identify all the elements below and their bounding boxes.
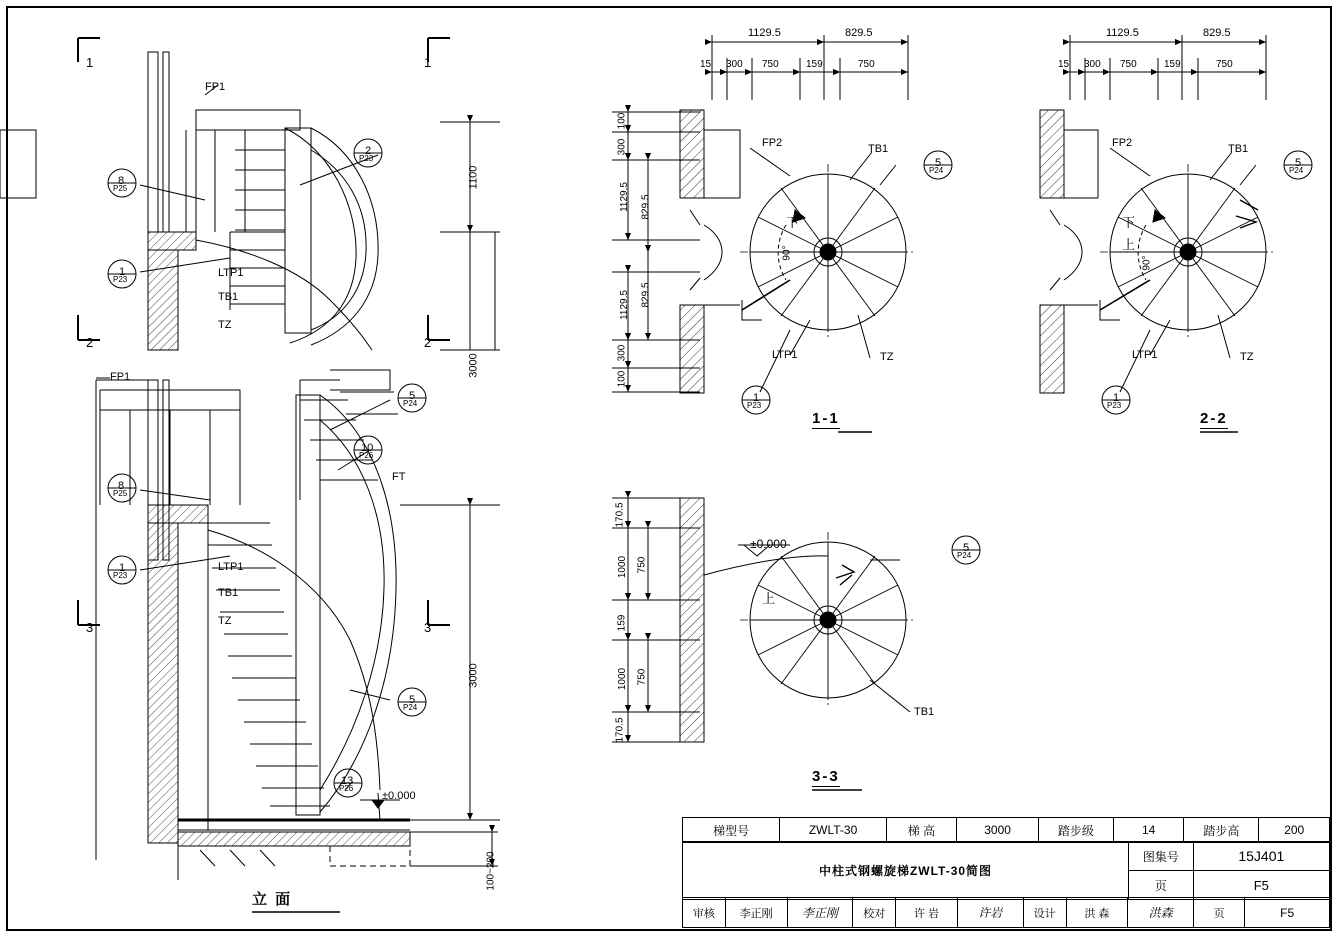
s11-dim-15: 15 [700, 59, 712, 70]
s22-tag-ltp1: LTP1 [1132, 349, 1158, 361]
section-title-1-1: 1-1 [812, 410, 840, 427]
callout-2-sub: P23 [359, 154, 374, 163]
dim-3000-lower: 3000 [467, 663, 480, 688]
elevation-level: ±0.000 [382, 790, 416, 802]
callout-8b-num: 8 [118, 480, 125, 492]
s11-dim-159: 159 [806, 59, 823, 70]
spec-value-1: 3000 [957, 818, 1039, 843]
spec-label-3: 踏步高 [1184, 818, 1259, 843]
callout-13-num: 13 [341, 775, 354, 787]
s33-callout-5-num: 5 [963, 542, 970, 554]
s11-tag-tz: TZ [880, 351, 894, 363]
approver-label-0: 审核 [683, 898, 726, 928]
callout-8b-sub: P25 [113, 489, 128, 498]
s11-ldim-300b: 300 [616, 344, 628, 362]
elevation-mark-1b: 1 [424, 55, 432, 70]
s11-dim-829-top: 829.5 [845, 27, 873, 39]
s22-tag-fp2: FP2 [1112, 137, 1133, 149]
s22-dim-159: 159 [1164, 59, 1181, 70]
page-value: F5 [1193, 871, 1329, 900]
approval-page-label: 页 [1194, 898, 1245, 928]
spec-label-0: 梯型号 [683, 818, 780, 843]
s11-tag-fp2: FP2 [762, 137, 783, 149]
dim-3000-upper: 3000 [467, 353, 480, 378]
callout-1a-num: 1 [119, 266, 126, 278]
tag-ltp1-upper: LTP1 [218, 267, 244, 279]
s22-callout-5-num: 5 [1295, 157, 1302, 169]
approver-name-2: 洪 森 [1066, 898, 1128, 928]
tag-tb1-lower: TB1 [218, 587, 239, 599]
tag-ft: FT [392, 471, 406, 483]
s22-dim-750a: 750 [1120, 59, 1137, 70]
s11-callout-5-num: 5 [935, 157, 942, 169]
dim-100-200: 100~200 [485, 851, 497, 891]
s33-callout-5-sub: P24 [957, 551, 972, 560]
s11-dim-300: 300 [726, 59, 743, 70]
s22-callout-5-sub: P24 [1289, 166, 1304, 175]
s11-ldim-829a: 829.5 [640, 194, 652, 220]
s11-dim-750b: 750 [858, 59, 875, 70]
callout-8a-num: 8 [118, 175, 125, 187]
s22-dim-15: 15 [1058, 59, 1070, 70]
s11-tag-tb1: TB1 [868, 143, 889, 155]
elevation-title: 立 面 [252, 891, 293, 908]
spec-value-0: ZWLT-30 [780, 818, 886, 843]
s22-direction-up: 上 [1122, 237, 1136, 252]
s22-dim-300: 300 [1084, 59, 1101, 70]
s11-ldim-100b: 100 [616, 370, 628, 388]
s33-dim-750b: 750 [636, 668, 648, 686]
callout-8a-sub: P25 [113, 184, 128, 193]
s11-dim-750a: 750 [762, 59, 779, 70]
approver-name-1: 许 岩 [896, 898, 958, 928]
atlas-value: 15J401 [1193, 842, 1329, 871]
drawing-title: 中柱式钢螺旋梯ZWLT-30简图 [683, 842, 1129, 900]
section-title-2-2: 2-2 [1200, 410, 1228, 427]
approver-signature-2: 洪森 [1128, 898, 1194, 928]
elevation-mark-3b: 3 [424, 620, 432, 635]
callout-1a-sub: P23 [113, 275, 128, 284]
tag-fp1-upper: FP1 [205, 81, 226, 93]
s22-angle: 90° [1141, 255, 1153, 271]
s22-direction-down: 下 [1122, 215, 1136, 230]
callout-10-num: 10 [361, 442, 374, 454]
s33-level: ±0.000 [750, 537, 787, 551]
callout-10-sub: P26 [359, 451, 374, 460]
tag-tb1-upper: TB1 [218, 291, 239, 303]
s22-dim-829-top: 829.5 [1203, 27, 1231, 39]
s22-dim-1129-top: 1129.5 [1106, 27, 1139, 39]
approver-signature-0: 李正刚 [787, 898, 853, 928]
spec-label-1: 梯 高 [886, 818, 957, 843]
elevation-mark-2b: 2 [424, 335, 432, 350]
page-label: 页 [1129, 871, 1194, 900]
s33-dim-750a: 750 [636, 556, 648, 574]
spec-row [683, 818, 1330, 843]
callout-2-num: 2 [365, 145, 372, 157]
callout-5a-sub: P24 [403, 399, 418, 408]
approval-page-value: F5 [1245, 898, 1330, 928]
s33-dim-159: 159 [616, 614, 628, 632]
elevation-mark-2a: 2 [86, 335, 94, 350]
s22-tag-tb1: TB1 [1228, 143, 1249, 155]
approver-label-1: 校对 [853, 898, 896, 928]
s11-ldim-300a: 300 [616, 138, 628, 156]
spec-label-2: 踏步级 [1038, 818, 1113, 843]
elevation-mark-1a: 1 [86, 55, 94, 70]
approver-name-0: 李正刚 [725, 898, 787, 928]
s33-dim-1000b: 1000 [617, 667, 629, 691]
s11-dim-1129-top: 1129.5 [748, 27, 781, 39]
s22-dim-750b: 750 [1216, 59, 1233, 70]
title-block-main [682, 841, 1330, 900]
title-block [682, 817, 1330, 843]
s33-dim-1000a: 1000 [617, 555, 629, 579]
s11-callout-5-sub: P24 [929, 166, 944, 175]
spec-value-2: 14 [1113, 818, 1184, 843]
tag-tz-lower: TZ [218, 615, 232, 627]
approver-signature-1: 许岩 [957, 898, 1023, 928]
s11-angle: 90° [781, 245, 793, 261]
callout-5b-sub: P24 [403, 703, 418, 712]
callout-1b-sub: P23 [113, 571, 128, 580]
s22-callout-1-sub: P23 [1107, 401, 1122, 410]
approval-block [682, 897, 1330, 928]
s11-ldim-1129b: 1129.5 [618, 290, 630, 320]
s22-callout-1-num: 1 [1113, 392, 1120, 404]
s11-callout-1-sub: P23 [747, 401, 762, 410]
s33-dim-170b: 170.5 [614, 717, 626, 743]
s33-direction-up: 上 [762, 591, 776, 606]
s22-tag-tz: TZ [1240, 351, 1254, 363]
s33-dim-170a: 170.5 [614, 502, 626, 528]
callout-5a-num: 5 [409, 390, 416, 402]
tag-tz-upper: TZ [218, 319, 232, 331]
atlas-label: 图集号 [1129, 842, 1194, 871]
callout-1b-num: 1 [119, 562, 126, 574]
callout-5b-num: 5 [409, 694, 416, 706]
tag-fp1-lower: FP1 [110, 371, 131, 383]
section-title-3-3: 3-3 [812, 768, 840, 785]
spec-value-3: 200 [1259, 818, 1330, 843]
s11-ldim-100a: 100 [616, 112, 628, 130]
s33-tag-tb1: TB1 [914, 706, 935, 718]
s11-direction-down: 下 [786, 215, 800, 230]
tag-ltp1-lower: LTP1 [218, 561, 244, 573]
s11-tag-ltp1: LTP1 [772, 349, 798, 361]
s11-ldim-829b: 829.5 [640, 282, 652, 308]
callout-13-sub: P26 [339, 784, 354, 793]
s11-ldim-1129a: 1129.5 [618, 182, 630, 212]
s11-callout-1-num: 1 [753, 392, 760, 404]
elevation-mark-3a: 3 [86, 620, 94, 635]
dim-1100: 1100 [467, 165, 480, 190]
approver-label-2: 设计 [1023, 898, 1066, 928]
